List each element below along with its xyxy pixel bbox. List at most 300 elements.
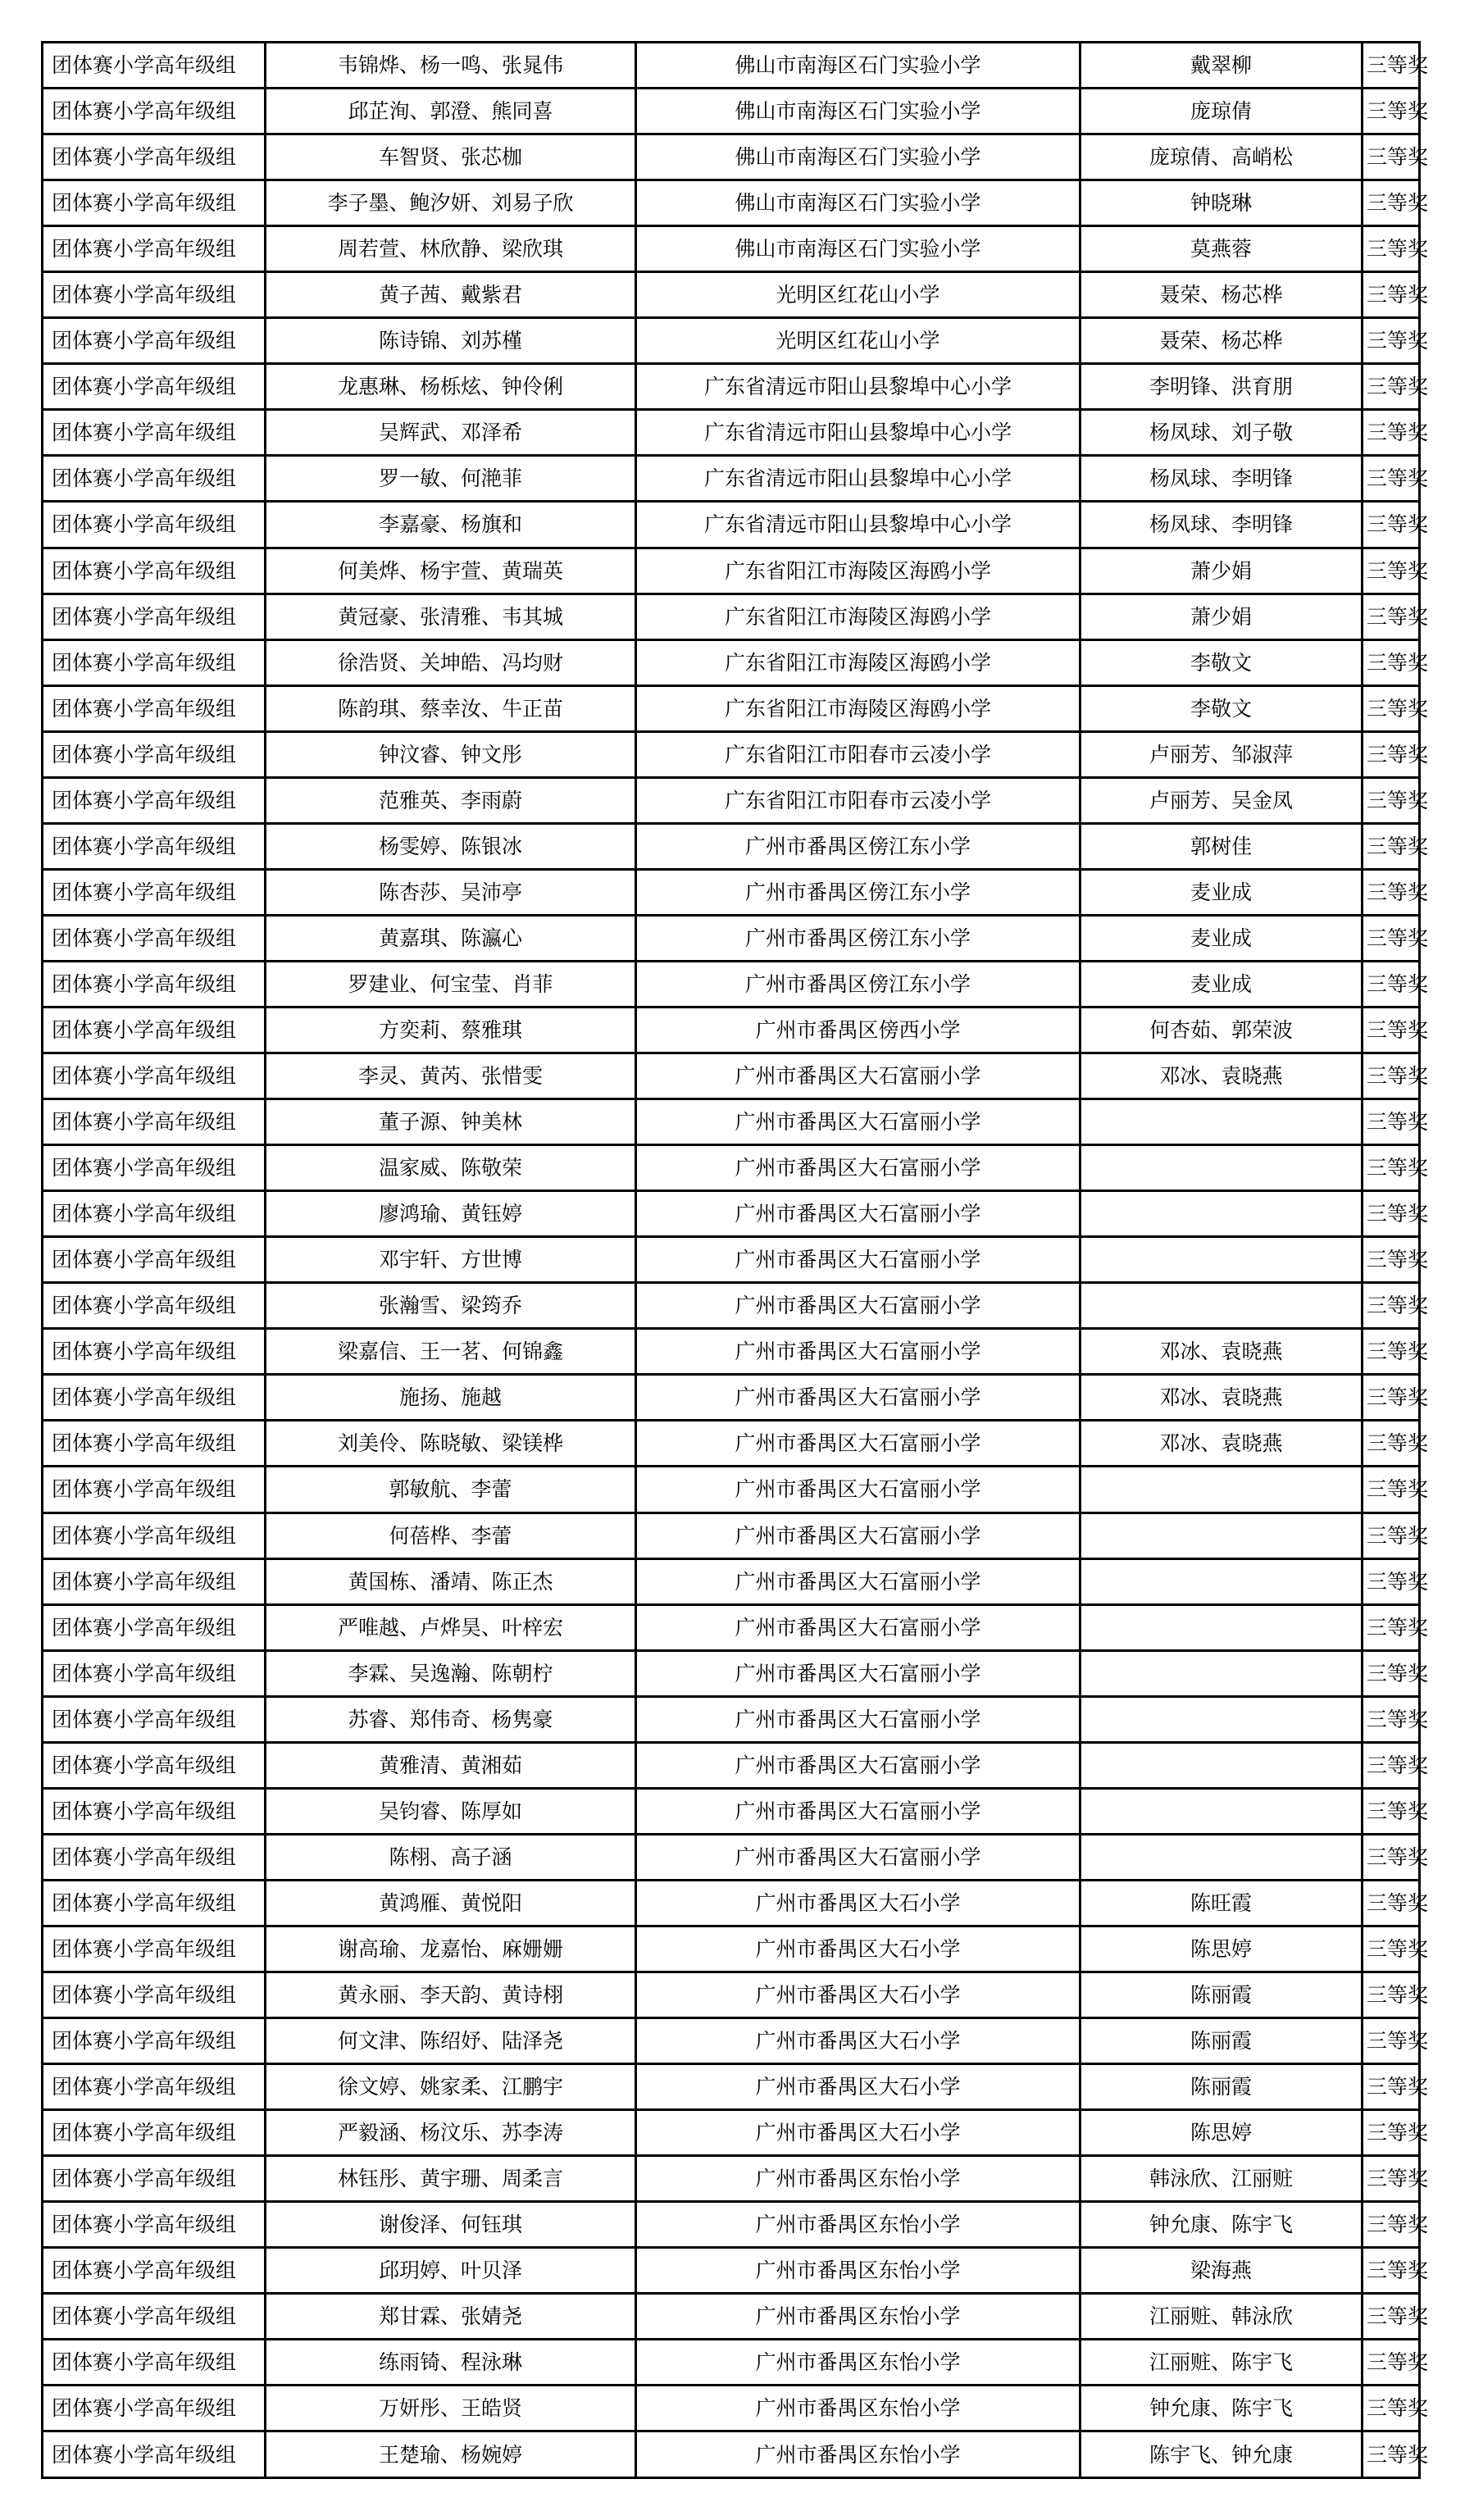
members-cell: 董子源、钟美林 [266, 1099, 636, 1145]
table-row [43, 2064, 1420, 2110]
category-cell: 团体赛小学高年级组 [43, 1834, 266, 1880]
teacher-cell: 陈丽霞 [1080, 1972, 1363, 2017]
table-row [43, 1880, 1420, 1926]
table-row [43, 1329, 1420, 1375]
school-cell: 广州市番禺区大石富丽小学 [636, 1696, 1080, 1742]
teacher-cell [1080, 1145, 1363, 1191]
category-cell: 团体赛小学高年级组 [43, 961, 266, 1007]
category-cell: 团体赛小学高年级组 [43, 2202, 266, 2248]
school-cell: 广东省清远市阳山县黎埠中心小学 [636, 410, 1080, 456]
award-cell: 三等奖 [1363, 594, 1420, 639]
teacher-cell [1080, 1099, 1363, 1145]
teacher-cell: 李明锋、洪育朋 [1080, 364, 1363, 410]
table-row [43, 43, 1420, 89]
school-cell: 广州市番禺区大石小学 [636, 2018, 1080, 2064]
award-cell: 三等奖 [1363, 2294, 1420, 2340]
category-cell: 团体赛小学高年级组 [43, 777, 266, 823]
school-cell: 广州市番禺区大石富丽小学 [636, 1467, 1080, 1512]
category-cell: 团体赛小学高年级组 [43, 1283, 266, 1329]
members-cell: 张瀚雪、梁筠乔 [266, 1283, 636, 1329]
members-cell: 黄国栋、潘靖、陈正杰 [266, 1558, 636, 1604]
school-cell: 广州市番禺区大石富丽小学 [636, 1237, 1080, 1283]
table-row [43, 2202, 1420, 2248]
members-cell: 李灵、黄芮、张惜雯 [266, 1053, 636, 1099]
members-cell: 陈韵琪、蔡幸汝、牛正苗 [266, 685, 636, 731]
award-cell: 三等奖 [1363, 915, 1420, 961]
members-cell: 黄子茜、戴紫君 [266, 272, 636, 318]
category-cell: 团体赛小学高年级组 [43, 180, 266, 226]
award-cell: 三等奖 [1363, 2110, 1420, 2156]
members-cell: 谢俊泽、何钰琪 [266, 2202, 636, 2248]
teacher-cell: 钟允康、陈宇飞 [1080, 2386, 1363, 2431]
school-cell: 广州市番禺区大石小学 [636, 1972, 1080, 2017]
category-cell: 团体赛小学高年级组 [43, 456, 266, 502]
school-cell: 佛山市南海区石门实验小学 [636, 43, 1080, 89]
award-cell: 三等奖 [1363, 1834, 1420, 1880]
category-cell: 团体赛小学高年级组 [43, 2018, 266, 2064]
teacher-cell [1080, 1558, 1363, 1604]
award-cell: 三等奖 [1363, 1880, 1420, 1926]
teacher-cell: 邓冰、袁晓燕 [1080, 1329, 1363, 1375]
teacher-cell: 萧少娟 [1080, 594, 1363, 639]
school-cell: 广州市番禺区大石富丽小学 [636, 1329, 1080, 1375]
members-cell: 邱玥婷、叶贝泽 [266, 2248, 636, 2294]
teacher-cell: 江丽赃、陈宇飞 [1080, 2340, 1363, 2386]
category-cell: 团体赛小学高年级组 [43, 272, 266, 318]
award-cell: 三等奖 [1363, 2248, 1420, 2294]
category-cell: 团体赛小学高年级组 [43, 548, 266, 594]
school-cell: 广州市番禺区大石小学 [636, 1880, 1080, 1926]
table-row [43, 685, 1420, 731]
members-cell: 吴钧睿、陈厚如 [266, 1788, 636, 1834]
members-cell: 施扬、施越 [266, 1375, 636, 1421]
category-cell: 团体赛小学高年级组 [43, 1099, 266, 1145]
table-row [43, 2294, 1420, 2340]
award-cell: 三等奖 [1363, 1375, 1420, 1421]
table-row [43, 1604, 1420, 1650]
teacher-cell: 邓冰、袁晓燕 [1080, 1421, 1363, 1467]
category-cell: 团体赛小学高年级组 [43, 2386, 266, 2431]
category-cell: 团体赛小学高年级组 [43, 1696, 266, 1742]
members-cell: 徐浩贤、关坤皓、冯均财 [266, 639, 636, 685]
table-row [43, 1191, 1420, 1237]
award-table [41, 41, 1429, 2479]
table-row [43, 731, 1420, 777]
table-row [43, 639, 1420, 685]
members-cell: 廖鸿瑜、黄钰婷 [266, 1191, 636, 1237]
category-cell: 团体赛小学高年级组 [43, 2156, 266, 2202]
teacher-cell [1080, 1512, 1363, 1558]
members-cell: 苏睿、郑伟奇、杨隽豪 [266, 1696, 636, 1742]
school-cell: 广东省阳江市阳春市云凌小学 [636, 731, 1080, 777]
school-cell: 广州市番禺区东怡小学 [636, 2294, 1080, 2340]
category-cell: 团体赛小学高年级组 [43, 2248, 266, 2294]
school-cell: 广州市番禺区大石富丽小学 [636, 1834, 1080, 1880]
school-cell: 广州市番禺区大石小学 [636, 2064, 1080, 2110]
table-row [43, 961, 1420, 1007]
award-cell: 三等奖 [1363, 1512, 1420, 1558]
teacher-cell: 陈思婷 [1080, 1926, 1363, 1972]
category-cell: 团体赛小学高年级组 [43, 1512, 266, 1558]
teacher-cell: 卢丽芳、吴金凤 [1080, 777, 1363, 823]
table-row [43, 2110, 1420, 2156]
teacher-cell [1080, 1696, 1363, 1742]
award-cell: 三等奖 [1363, 1650, 1420, 1696]
award-cell: 三等奖 [1363, 731, 1420, 777]
school-cell: 广州市番禺区傍江东小学 [636, 961, 1080, 1007]
category-cell: 团体赛小学高年级组 [43, 2110, 266, 2156]
table-row [43, 180, 1420, 226]
category-cell: 团体赛小学高年级组 [43, 1742, 266, 1788]
teacher-cell: 郭树佳 [1080, 823, 1363, 869]
table-row [43, 1283, 1420, 1329]
teacher-cell: 邓冰、袁晓燕 [1080, 1053, 1363, 1099]
school-cell: 佛山市南海区石门实验小学 [636, 180, 1080, 226]
school-cell: 广东省清远市阳山县黎埠中心小学 [636, 502, 1080, 548]
teacher-cell [1080, 1650, 1363, 1696]
school-cell: 广州市番禺区东怡小学 [636, 2340, 1080, 2386]
table-row [43, 1467, 1420, 1512]
members-cell: 方奕莉、蔡雅琪 [266, 1007, 636, 1053]
award-cell: 三等奖 [1363, 1696, 1420, 1742]
school-cell: 佛山市南海区石门实验小学 [636, 226, 1080, 272]
school-cell: 广州市番禺区大石富丽小学 [636, 1558, 1080, 1604]
school-cell: 广州市番禺区大石富丽小学 [636, 1512, 1080, 1558]
table-row [43, 2340, 1420, 2386]
award-cell: 三等奖 [1363, 1604, 1420, 1650]
members-cell: 梁嘉信、王一茗、何锦鑫 [266, 1329, 636, 1375]
teacher-cell: 李敬文 [1080, 639, 1363, 685]
category-cell: 团体赛小学高年级组 [43, 134, 266, 180]
award-cell: 三等奖 [1363, 1283, 1420, 1329]
category-cell: 团体赛小学高年级组 [43, 1604, 266, 1650]
table-row [43, 869, 1420, 915]
members-cell: 黄嘉琪、陈瀛心 [266, 915, 636, 961]
teacher-cell: 莫燕蓉 [1080, 226, 1363, 272]
members-cell: 杨雯婷、陈银冰 [266, 823, 636, 869]
teacher-cell: 戴翠柳 [1080, 43, 1363, 89]
members-cell: 黄冠豪、张清雅、韦其城 [266, 594, 636, 639]
teacher-cell: 杨凤球、李明锋 [1080, 502, 1363, 548]
members-cell: 严唯越、卢烨昊、叶梓宏 [266, 1604, 636, 1650]
table-row [43, 777, 1420, 823]
table-row [43, 2018, 1420, 2064]
award-cell: 三等奖 [1363, 272, 1420, 318]
award-cell: 三等奖 [1363, 548, 1420, 594]
members-cell: 李嘉豪、杨旗和 [266, 502, 636, 548]
teacher-cell: 麦业成 [1080, 869, 1363, 915]
teacher-cell [1080, 1283, 1363, 1329]
table-row [43, 2248, 1420, 2294]
school-cell: 佛山市南海区石门实验小学 [636, 134, 1080, 180]
award-cell: 三等奖 [1363, 43, 1420, 89]
members-cell: 龙惠琳、杨栎炫、钟伶俐 [266, 364, 636, 410]
category-cell: 团体赛小学高年级组 [43, 43, 266, 89]
members-cell: 温家威、陈敬荣 [266, 1145, 636, 1191]
school-cell: 广州市番禺区大石富丽小学 [636, 1375, 1080, 1421]
members-cell: 范雅英、李雨蔚 [266, 777, 636, 823]
school-cell: 光明区红花山小学 [636, 318, 1080, 364]
table-row [43, 915, 1420, 961]
school-cell: 广东省阳江市阳春市云凌小学 [636, 777, 1080, 823]
school-cell: 广州市番禺区大石富丽小学 [636, 1742, 1080, 1788]
school-cell: 广东省阳江市海陵区海鸥小学 [636, 594, 1080, 639]
school-cell: 广东省阳江市海陵区海鸥小学 [636, 548, 1080, 594]
category-cell: 团体赛小学高年级组 [43, 1007, 266, 1053]
category-cell: 团体赛小学高年级组 [43, 318, 266, 364]
teacher-cell: 梁海燕 [1080, 2248, 1363, 2294]
category-cell: 团体赛小学高年级组 [43, 823, 266, 869]
teacher-cell: 陈丽霞 [1080, 2064, 1363, 2110]
category-cell: 团体赛小学高年级组 [43, 869, 266, 915]
category-cell: 团体赛小学高年级组 [43, 1191, 266, 1237]
members-cell: 陈栩、高子涵 [266, 1834, 636, 1880]
teacher-cell: 陈思婷 [1080, 2110, 1363, 2156]
category-cell: 团体赛小学高年级组 [43, 89, 266, 134]
award-cell: 三等奖 [1363, 2202, 1420, 2248]
teacher-cell: 萧少娟 [1080, 548, 1363, 594]
table-row [43, 134, 1420, 180]
table-row [43, 1145, 1420, 1191]
members-cell: 韦锦烨、杨一鸣、张晁伟 [266, 43, 636, 89]
award-cell: 三等奖 [1363, 1467, 1420, 1512]
members-cell: 邓宇轩、方世博 [266, 1237, 636, 1283]
teacher-cell: 韩泳欣、江丽赃 [1080, 2156, 1363, 2202]
school-cell: 广州市番禺区大石富丽小学 [636, 1650, 1080, 1696]
school-cell: 广州市番禺区傍西小学 [636, 1007, 1080, 1053]
school-cell: 广州市番禺区大石富丽小学 [636, 1053, 1080, 1099]
members-cell: 罗一敏、何滟菲 [266, 456, 636, 502]
teacher-cell: 陈宇飞、钟允康 [1080, 2431, 1363, 2478]
school-cell: 广州市番禺区大石小学 [636, 2110, 1080, 2156]
table-row [43, 1650, 1420, 1696]
table-row [43, 1099, 1420, 1145]
table-row [43, 1237, 1420, 1283]
award-cell: 三等奖 [1363, 2386, 1420, 2431]
category-cell: 团体赛小学高年级组 [43, 1053, 266, 1099]
members-cell: 钟汶睿、钟文彤 [266, 731, 636, 777]
school-cell: 广州市番禺区东怡小学 [636, 2202, 1080, 2248]
category-cell: 团体赛小学高年级组 [43, 1972, 266, 2017]
award-cell: 三等奖 [1363, 1237, 1420, 1283]
teacher-cell [1080, 1467, 1363, 1512]
category-cell: 团体赛小学高年级组 [43, 1788, 266, 1834]
award-cell: 三等奖 [1363, 1421, 1420, 1467]
members-cell: 李霖、吴逸瀚、陈朝柠 [266, 1650, 636, 1696]
members-cell: 邱芷洵、郭澄、熊同喜 [266, 89, 636, 134]
category-cell: 团体赛小学高年级组 [43, 2431, 266, 2478]
table-row [43, 1696, 1420, 1742]
award-cell: 三等奖 [1363, 639, 1420, 685]
school-cell: 广州市番禺区大石富丽小学 [636, 1191, 1080, 1237]
award-cell: 三等奖 [1363, 2018, 1420, 2064]
table-row [43, 410, 1420, 456]
school-cell: 广东省阳江市海陵区海鸥小学 [636, 639, 1080, 685]
teacher-cell: 聂荣、杨芯桦 [1080, 272, 1363, 318]
teacher-cell [1080, 1604, 1363, 1650]
award-cell: 三等奖 [1363, 502, 1420, 548]
category-cell: 团体赛小学高年级组 [43, 2340, 266, 2386]
category-cell: 团体赛小学高年级组 [43, 226, 266, 272]
members-cell: 吴辉武、邓泽希 [266, 410, 636, 456]
table-row [43, 318, 1420, 364]
members-cell: 黄鸿雁、黄悦阳 [266, 1880, 636, 1926]
table-row [43, 1742, 1420, 1788]
table-row [43, 89, 1420, 134]
members-cell: 练雨锜、程泳琳 [266, 2340, 636, 2386]
members-cell: 何蓓桦、李蕾 [266, 1512, 636, 1558]
school-cell: 广州市番禺区大石富丽小学 [636, 1788, 1080, 1834]
award-cell: 三等奖 [1363, 1145, 1420, 1191]
teacher-cell: 麦业成 [1080, 961, 1363, 1007]
category-cell: 团体赛小学高年级组 [43, 685, 266, 731]
school-cell: 广州市番禺区东怡小学 [636, 2156, 1080, 2202]
award-cell: 三等奖 [1363, 1099, 1420, 1145]
teacher-cell: 陈旺霞 [1080, 1880, 1363, 1926]
award-cell: 三等奖 [1363, 777, 1420, 823]
category-cell: 团体赛小学高年级组 [43, 594, 266, 639]
teacher-cell: 杨凤球、李明锋 [1080, 456, 1363, 502]
category-cell: 团体赛小学高年级组 [43, 364, 266, 410]
category-cell: 团体赛小学高年级组 [43, 1329, 266, 1375]
table-row [43, 548, 1420, 594]
award-cell: 三等奖 [1363, 2431, 1420, 2478]
award-table-body [43, 43, 1429, 2478]
table-row [43, 1375, 1420, 1421]
school-cell: 广州市番禺区大石富丽小学 [636, 1145, 1080, 1191]
school-cell: 广州市番禺区大石富丽小学 [636, 1421, 1080, 1467]
members-cell: 刘美伶、陈晓敏、梁镁桦 [266, 1421, 636, 1467]
teacher-cell: 何杏茹、郭荣波 [1080, 1007, 1363, 1053]
teacher-cell: 陈丽霞 [1080, 2018, 1363, 2064]
award-cell: 三等奖 [1363, 2064, 1420, 2110]
members-cell: 郑甘霖、张婧尧 [266, 2294, 636, 2340]
table-row [43, 364, 1420, 410]
members-cell: 李子墨、鲍汐妍、刘易子欣 [266, 180, 636, 226]
table-row [43, 456, 1420, 502]
teacher-cell: 钟允康、陈宇飞 [1080, 2202, 1363, 2248]
award-cell: 三等奖 [1363, 134, 1420, 180]
teacher-cell [1080, 1834, 1363, 1880]
table-row [43, 2431, 1420, 2478]
teacher-cell: 邓冰、袁晓燕 [1080, 1375, 1363, 1421]
table-row [43, 1421, 1420, 1467]
award-cell: 三等奖 [1363, 180, 1420, 226]
school-cell: 广州市番禺区大石小学 [636, 1926, 1080, 1972]
members-cell: 王楚瑜、杨婉婷 [266, 2431, 636, 2478]
category-cell: 团体赛小学高年级组 [43, 1145, 266, 1191]
category-cell: 团体赛小学高年级组 [43, 1237, 266, 1283]
category-cell: 团体赛小学高年级组 [43, 1880, 266, 1926]
school-cell: 广东省阳江市海陵区海鸥小学 [636, 685, 1080, 731]
award-cell: 三等奖 [1363, 1053, 1420, 1099]
award-cell: 三等奖 [1363, 685, 1420, 731]
school-cell: 光明区红花山小学 [636, 272, 1080, 318]
table-row [43, 1512, 1420, 1558]
award-cell: 三等奖 [1363, 1007, 1420, 1053]
award-cell: 三等奖 [1363, 961, 1420, 1007]
members-cell: 万妍彤、王皓贤 [266, 2386, 636, 2431]
teacher-cell [1080, 1788, 1363, 1834]
award-cell: 三等奖 [1363, 410, 1420, 456]
award-cell: 三等奖 [1363, 89, 1420, 134]
category-cell: 团体赛小学高年级组 [43, 1650, 266, 1696]
members-cell: 车智贤、张芯枷 [266, 134, 636, 180]
members-cell: 郭敏航、李蕾 [266, 1467, 636, 1512]
teacher-cell: 聂荣、杨芯桦 [1080, 318, 1363, 364]
award-cell: 三等奖 [1363, 1972, 1420, 2017]
table-row [43, 2156, 1420, 2202]
award-cell: 三等奖 [1363, 1558, 1420, 1604]
table-row [43, 502, 1420, 548]
category-cell: 团体赛小学高年级组 [43, 731, 266, 777]
award-cell: 三等奖 [1363, 1329, 1420, 1375]
members-cell: 黄雅清、黄湘茹 [266, 1742, 636, 1788]
award-cell: 三等奖 [1363, 456, 1420, 502]
members-cell: 谢高瑜、龙嘉怡、麻姗姗 [266, 1926, 636, 1972]
award-cell: 三等奖 [1363, 1926, 1420, 1972]
members-cell: 罗建业、何宝莹、肖菲 [266, 961, 636, 1007]
category-cell: 团体赛小学高年级组 [43, 639, 266, 685]
category-cell: 团体赛小学高年级组 [43, 2064, 266, 2110]
award-cell: 三等奖 [1363, 1742, 1420, 1788]
category-cell: 团体赛小学高年级组 [43, 915, 266, 961]
school-cell: 广州市番禺区大石富丽小学 [636, 1099, 1080, 1145]
school-cell: 广州市番禺区东怡小学 [636, 2248, 1080, 2294]
category-cell: 团体赛小学高年级组 [43, 410, 266, 456]
category-cell: 团体赛小学高年级组 [43, 1558, 266, 1604]
school-cell: 广州市番禺区傍江东小学 [636, 823, 1080, 869]
members-cell: 黄永丽、李天韵、黄诗栩 [266, 1972, 636, 2017]
table-row [43, 1053, 1420, 1099]
award-cell: 三等奖 [1363, 2340, 1420, 2386]
school-cell: 广州市番禺区大石富丽小学 [636, 1283, 1080, 1329]
award-cell: 三等奖 [1363, 1788, 1420, 1834]
table-row [43, 1558, 1420, 1604]
teacher-cell: 卢丽芳、邹淑萍 [1080, 731, 1363, 777]
award-cell: 三等奖 [1363, 1191, 1420, 1237]
members-cell: 周若萱、林欣静、梁欣琪 [266, 226, 636, 272]
members-cell: 陈诗锦、刘苏槿 [266, 318, 636, 364]
award-cell: 三等奖 [1363, 823, 1420, 869]
members-cell: 徐文婷、姚家柔、江鹏宇 [266, 2064, 636, 2110]
school-cell: 广州市番禺区大石富丽小学 [636, 1604, 1080, 1650]
school-cell: 广州市番禺区傍江东小学 [636, 869, 1080, 915]
award-cell: 三等奖 [1363, 226, 1420, 272]
school-cell: 佛山市南海区石门实验小学 [636, 89, 1080, 134]
members-cell: 何文津、陈绍妤、陆泽尧 [266, 2018, 636, 2064]
table-row [43, 226, 1420, 272]
members-cell: 陈杏莎、吴沛亭 [266, 869, 636, 915]
teacher-cell: 江丽赃、韩泳欣 [1080, 2294, 1363, 2340]
school-cell: 广州市番禺区东怡小学 [636, 2386, 1080, 2431]
award-cell: 三等奖 [1363, 2156, 1420, 2202]
school-cell: 广东省清远市阳山县黎埠中心小学 [636, 456, 1080, 502]
school-cell: 广州市番禺区东怡小学 [636, 2431, 1080, 2478]
teacher-cell: 麦业成 [1080, 915, 1363, 961]
members-cell: 何美烨、杨宇萱、黄瑞英 [266, 548, 636, 594]
category-cell: 团体赛小学高年级组 [43, 2294, 266, 2340]
table-row [43, 1834, 1420, 1880]
award-cell: 三等奖 [1363, 318, 1420, 364]
members-cell: 严毅涵、杨汶乐、苏李涛 [266, 2110, 636, 2156]
category-cell: 团体赛小学高年级组 [43, 1926, 266, 1972]
teacher-cell [1080, 1742, 1363, 1788]
teacher-cell: 庞琼倩、高峭松 [1080, 134, 1363, 180]
category-cell: 团体赛小学高年级组 [43, 1421, 266, 1467]
award-cell: 三等奖 [1363, 364, 1420, 410]
teacher-cell: 李敬文 [1080, 685, 1363, 731]
